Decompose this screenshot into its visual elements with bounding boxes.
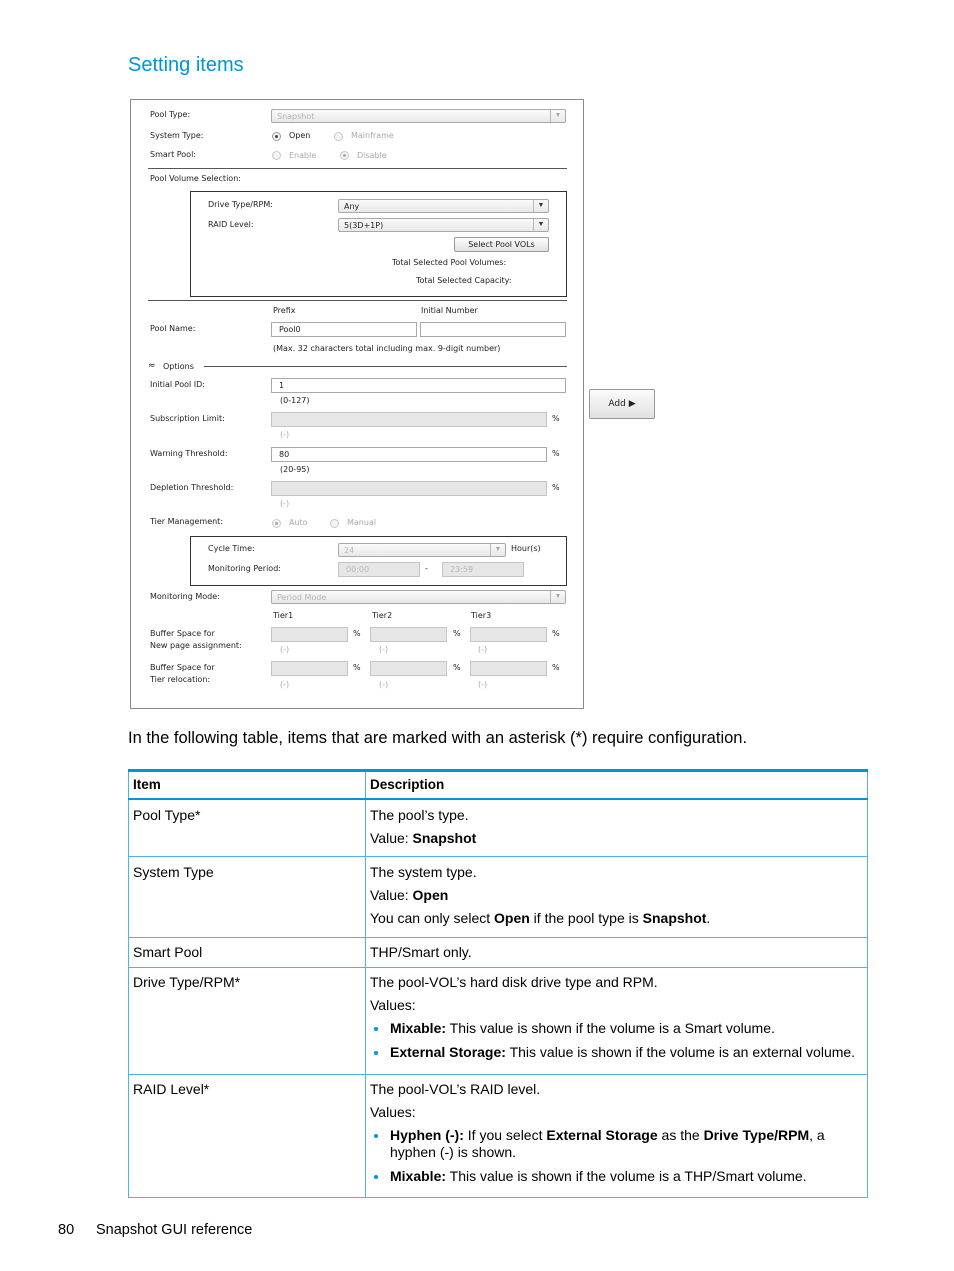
select-pool-vols-button[interactable]: Select Pool VOLs bbox=[454, 237, 549, 252]
tier-management-auto-radio[interactable] bbox=[272, 519, 281, 528]
desc-line: THP/Smart only. bbox=[370, 944, 472, 960]
system-type-open-label: Open bbox=[289, 131, 311, 140]
tier3-label: Tier3 bbox=[471, 611, 492, 620]
desc-line: Values: bbox=[370, 1104, 416, 1120]
buffer-new-tier3-range: (-) bbox=[478, 645, 488, 654]
buffer-reloc-label-line1: Buffer Space for bbox=[150, 663, 215, 672]
initial-pool-id-input[interactable] bbox=[271, 378, 566, 393]
initial-number-input[interactable] bbox=[420, 322, 566, 337]
tier1-label: Tier1 bbox=[273, 611, 294, 620]
header-item: Item bbox=[129, 771, 366, 799]
desc-line: Value: Open bbox=[370, 887, 449, 903]
depletion-threshold-unit: % bbox=[552, 483, 560, 492]
buffer-reloc-tier1-range: (-) bbox=[280, 680, 290, 689]
initial-number-label: Initial Number bbox=[421, 306, 478, 315]
play-arrow-icon: ▶ bbox=[628, 399, 636, 409]
total-selected-pool-volumes-label: Total Selected Pool Volumes: bbox=[392, 258, 507, 267]
buffer-reloc-tier1-unit: % bbox=[353, 663, 361, 672]
drive-type-select[interactable] bbox=[338, 199, 549, 213]
warning-threshold-value: 80 bbox=[279, 450, 290, 459]
subscription-limit-input[interactable] bbox=[271, 412, 547, 427]
divider bbox=[148, 300, 567, 301]
desc-line: Values: bbox=[370, 997, 416, 1013]
table-row bbox=[129, 857, 868, 938]
raid-level-select[interactable] bbox=[338, 218, 549, 232]
smart-pool-label: Smart Pool: bbox=[150, 150, 196, 159]
pool-type-select[interactable] bbox=[271, 109, 566, 123]
list-item: External Storage: This value is shown if the volume is an external volume. bbox=[390, 1044, 863, 1061]
setting-items-screenshot bbox=[130, 99, 584, 709]
monitoring-period-separator: - bbox=[425, 564, 428, 573]
buffer-new-label-line1: Buffer Space for bbox=[150, 629, 215, 638]
divider bbox=[204, 366, 567, 367]
desc-line: The pool-VOL’s RAID level. bbox=[370, 1081, 541, 1097]
monitoring-period-from-input[interactable] bbox=[338, 562, 420, 577]
monitoring-mode-value: Period Mode bbox=[277, 593, 327, 602]
table-row bbox=[129, 968, 868, 1075]
buffer-reloc-tier3-unit: % bbox=[552, 663, 560, 672]
pool-type-label: Pool Type: bbox=[150, 110, 191, 119]
initial-pool-id-range: (0-127) bbox=[280, 396, 310, 405]
buffer-new-tier1-range: (-) bbox=[280, 645, 290, 654]
intro-text: In the following table, items that are marked with an asterisk (*) require configuration. bbox=[128, 729, 748, 747]
item-cell: Pool Type* bbox=[133, 806, 201, 823]
tier-management-label: Tier Management: bbox=[150, 517, 224, 526]
tier-management-manual-radio[interactable] bbox=[330, 519, 339, 528]
drive-type-label: Drive Type/RPM: bbox=[208, 200, 273, 209]
smart-pool-enable-radio[interactable] bbox=[272, 151, 281, 160]
desc-line: The pool-VOL’s hard disk drive type and RPM. bbox=[370, 974, 658, 990]
subscription-limit-unit: % bbox=[552, 414, 560, 423]
item-cell: Drive Type/RPM* bbox=[133, 974, 241, 990]
buffer-new-tier1-unit: % bbox=[353, 629, 361, 638]
pool-name-value: Pool0 bbox=[279, 325, 301, 334]
pool-volume-selection-label: Pool Volume Selection: bbox=[150, 174, 241, 183]
system-type-mainframe-label: Mainframe bbox=[351, 131, 394, 140]
buffer-reloc-tier1-input[interactable] bbox=[271, 661, 348, 676]
depletion-threshold-input[interactable] bbox=[271, 481, 547, 496]
item-cell: RAID Level* bbox=[133, 1081, 210, 1097]
warning-threshold-range: (20-95) bbox=[280, 465, 310, 474]
pool-name-prefix-input[interactable] bbox=[271, 322, 417, 337]
total-selected-capacity-label: Total Selected Capacity: bbox=[416, 276, 512, 285]
drive-type-value: Any bbox=[344, 202, 360, 211]
section-title: Setting items bbox=[128, 54, 244, 76]
chevron-down-icon: ▼ bbox=[533, 200, 548, 212]
page-number: 80 bbox=[58, 1222, 75, 1238]
pool-name-label: Pool Name: bbox=[150, 324, 196, 333]
monitoring-period-from-value: 00:00 bbox=[346, 565, 370, 574]
pool-type-value: Snapshot bbox=[277, 112, 315, 121]
list-item: Hyphen (-): If you select External Storage as the Drive Type/RPM, a hyphen (-) is shown. bbox=[390, 1127, 863, 1161]
buffer-new-tier3-input[interactable] bbox=[470, 627, 547, 642]
collapse-icon[interactable]: ≈ bbox=[148, 361, 156, 371]
tier2-label: Tier2 bbox=[372, 611, 393, 620]
tier-management-auto-label: Auto bbox=[289, 518, 308, 527]
list-item: Mixable: This value is shown if the volume is a THP/Smart volume. bbox=[390, 1168, 863, 1185]
item-cell: Smart Pool bbox=[133, 944, 203, 960]
smart-pool-enable-label: Enable bbox=[289, 151, 317, 160]
system-type-label: System Type: bbox=[150, 131, 204, 140]
system-type-mainframe-radio[interactable] bbox=[334, 132, 343, 141]
buffer-reloc-label-line2: Tier relocation: bbox=[150, 675, 211, 684]
add-button[interactable] bbox=[589, 389, 655, 419]
chevron-down-icon: ▼ bbox=[533, 219, 548, 231]
settings-table bbox=[128, 769, 868, 1198]
options-label[interactable]: Options bbox=[163, 362, 194, 371]
warning-threshold-input[interactable] bbox=[271, 447, 547, 462]
chevron-down-icon: ▼ bbox=[490, 544, 505, 556]
list-item: Mixable: This value is shown if the volume is a Smart volume. bbox=[390, 1020, 863, 1037]
divider bbox=[148, 168, 567, 169]
desc-line: You can only select Open if the pool type is Snapshot. bbox=[370, 910, 711, 926]
initial-pool-id-label: Initial Pool ID: bbox=[150, 380, 205, 389]
cycle-time-label: Cycle Time: bbox=[208, 544, 255, 553]
buffer-reloc-tier2-range: (-) bbox=[379, 680, 389, 689]
tier-management-manual-label: Manual bbox=[347, 518, 377, 527]
initial-pool-id-value: 1 bbox=[279, 381, 285, 390]
monitoring-period-to-value: 23:59 bbox=[450, 565, 474, 574]
footer-title: Snapshot GUI reference bbox=[96, 1222, 253, 1238]
system-type-open-radio[interactable] bbox=[272, 132, 281, 141]
desc-line: The pool’s type. bbox=[370, 806, 469, 823]
buffer-reloc-tier2-input[interactable] bbox=[370, 661, 447, 676]
chevron-down-icon: ▼ bbox=[550, 110, 565, 122]
cycle-time-select[interactable] bbox=[338, 543, 506, 557]
monitoring-period-to-input[interactable] bbox=[442, 562, 524, 577]
buffer-new-tier2-input[interactable] bbox=[370, 627, 447, 642]
desc-line: The system type. bbox=[370, 864, 477, 880]
table-row bbox=[129, 799, 868, 857]
add-button-label: Add bbox=[608, 399, 626, 409]
prefix-label: Prefix bbox=[273, 306, 296, 315]
buffer-reloc-tier3-input[interactable] bbox=[470, 661, 547, 676]
raid-level-value: 5(3D+1P) bbox=[344, 221, 384, 230]
monitoring-mode-select[interactable] bbox=[271, 590, 566, 604]
monitoring-period-label: Monitoring Period: bbox=[208, 564, 281, 573]
buffer-new-tier2-range: (-) bbox=[379, 645, 389, 654]
desc-line: Value: Snapshot bbox=[370, 829, 477, 846]
buffer-new-label-line2: New page assignment: bbox=[150, 641, 242, 650]
depletion-threshold-label: Depletion Threshold: bbox=[150, 483, 234, 492]
header-description: Description bbox=[366, 771, 868, 799]
buffer-new-tier1-input[interactable] bbox=[271, 627, 348, 642]
smart-pool-disable-radio[interactable] bbox=[340, 151, 349, 160]
buffer-new-tier3-unit: % bbox=[552, 629, 560, 638]
depletion-threshold-range: (-) bbox=[280, 499, 290, 508]
chevron-down-icon: ▼ bbox=[550, 591, 565, 603]
warning-threshold-unit: % bbox=[552, 449, 560, 458]
raid-level-label: RAID Level: bbox=[208, 220, 254, 229]
pool-name-hint: (Max. 32 characters total including max. 9-digit number) bbox=[273, 344, 501, 353]
buffer-reloc-tier2-unit: % bbox=[453, 663, 461, 672]
smart-pool-disable-label: Disable bbox=[357, 151, 387, 160]
buffer-reloc-tier3-range: (-) bbox=[478, 680, 488, 689]
cycle-time-value: 24 bbox=[344, 546, 355, 555]
monitoring-mode-label: Monitoring Mode: bbox=[150, 592, 220, 601]
warning-threshold-label: Warning Threshold: bbox=[150, 449, 228, 458]
buffer-new-tier2-unit: % bbox=[453, 629, 461, 638]
item-cell: System Type bbox=[133, 864, 214, 880]
table-row bbox=[129, 938, 868, 968]
cycle-time-unit: Hour(s) bbox=[511, 544, 541, 553]
subscription-limit-range: (-) bbox=[280, 430, 290, 439]
subscription-limit-label: Subscription Limit: bbox=[150, 414, 225, 423]
table-row bbox=[129, 1075, 868, 1198]
